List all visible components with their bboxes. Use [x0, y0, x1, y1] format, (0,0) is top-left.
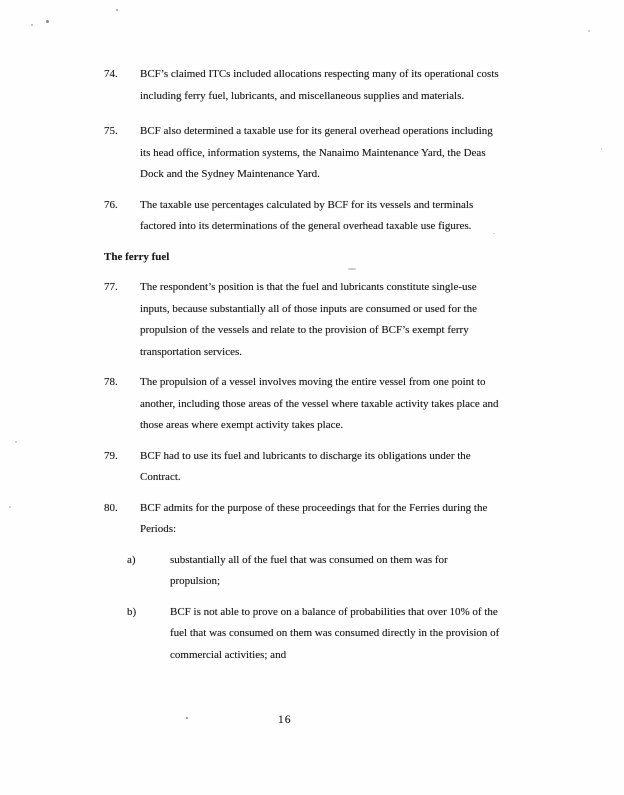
paragraph-text: The propulsion of a vessel involves moving the entire vessel from one point to another, including those areas of the vessel where taxable activity takes place and those areas where exempt activity takes place.: [140, 376, 499, 431]
paragraph-number: 76.: [104, 198, 118, 211]
scan-speck: [116, 9, 118, 11]
paragraph-80: [0, 498, 624, 541]
scan-speck: [186, 717, 188, 719]
sub-item-a: [0, 550, 624, 593]
sub-item-text: BCF is not able to prove on a balance of probabilities that over 10% of the fuel that was consumed on them was consumed directly in the provision of commercial activities; and: [170, 605, 500, 661]
document-body: [0, 64, 624, 675]
paragraph-text: The respondent’s position is that the fuel and lubricants constitute single-use inputs, because substantially all of those inputs are consumed or used for the propulsion of the vessels and relate to the provision of BCF’s exempt ferry transportation services.: [140, 281, 477, 358]
paragraph-text: BCF had to use its fuel and lubricants to discharge its obligations under the Contract.: [140, 449, 471, 483]
scan-speck: [31, 24, 33, 26]
sub-item-b: [0, 602, 624, 667]
paragraph-number: 75.: [104, 125, 118, 137]
section-heading: The ferry fuel: [104, 250, 170, 263]
scan-speck: [588, 30, 590, 32]
paragraph-number: 78.: [104, 376, 118, 388]
paragraph-74: [0, 64, 624, 107]
scan-speck: [46, 20, 49, 23]
paragraph-78: [0, 372, 624, 437]
paragraph-text: The taxable use percentages calculated by BCF for its vessels and terminals factored into its determinations of the general overhead taxable use figures.: [140, 198, 474, 232]
sub-item-label: a): [127, 553, 136, 566]
paragraph-text: BCF also determined a taxable use for its general overhead operations including its head office, information systems, the Nanaimo Maintenance Yard, the Deas Dock and the Sydney Maintenance Yard.: [140, 125, 493, 180]
sub-item-label: b): [127, 605, 137, 618]
paragraph-number: 79.: [104, 449, 118, 462]
paragraph-75: [0, 121, 624, 186]
paragraph-text: BCF admits for the purpose of these proceedings that for the Ferries during the Periods:: [140, 501, 488, 535]
page-number: 16: [278, 714, 292, 726]
paragraph-76: [0, 195, 624, 238]
paragraph-number: 74.: [104, 68, 118, 80]
paragraph-77: [0, 277, 624, 363]
paragraph-number: 80.: [104, 501, 118, 514]
sub-item-text: substantially all of the fuel that was consumed on them was for propulsion;: [170, 553, 448, 587]
paragraph-text: BCF’s claimed ITCs included allocations respecting many of its operational costs including ferry fuel, lubricants, and miscellaneous supplies and materials.: [140, 68, 499, 102]
paragraph-number: 77.: [104, 281, 118, 293]
paragraph-79: [0, 446, 624, 489]
